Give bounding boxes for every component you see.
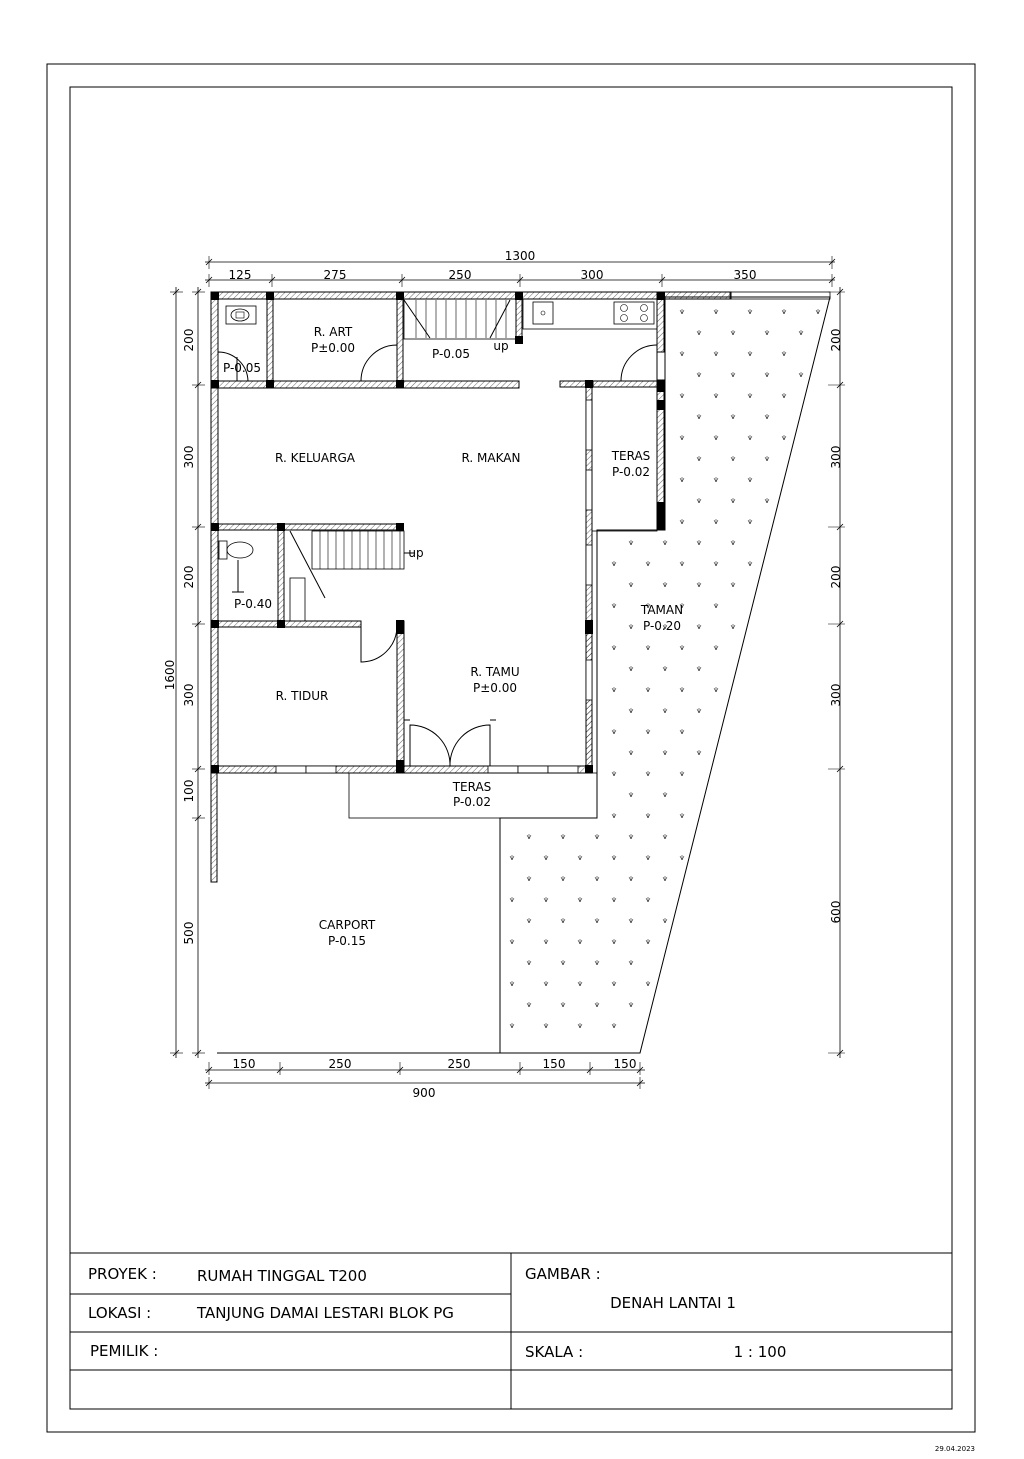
title-block-text [88,1265,786,1361]
label-keluarga: R. KELUARGA [275,451,355,465]
dim-right-3: 300 [829,683,843,707]
drawing-date: 29.04.2023 [934,1445,975,1453]
label-carport: CARPORT [318,918,376,932]
dim-left-1: 300 [182,445,196,469]
dim-right-1: 300 [829,445,843,469]
label-stair1-level: P-0.05 [431,347,471,361]
proyek-label: PROYEK : [88,1265,157,1283]
dim-left-total: 1600 [163,659,177,691]
dim-right-4: 600 [829,900,843,924]
skala-label: SKALA : [525,1343,584,1361]
label-up2: up [408,546,424,560]
lokasi-label: LOKASI : [88,1304,152,1322]
gambar-label: GAMBAR : [525,1265,601,1283]
label-tamu-level: P±0.00 [472,681,518,695]
label-taman: TAMAN [640,603,684,617]
dim-left-3: 300 [182,683,196,707]
dim-bottom-0: 150 [232,1057,256,1071]
dim-top-4: 350 [733,268,757,282]
dim-right-2: 200 [829,565,843,589]
label-wc1-level: P-0.05 [222,361,262,375]
label-up1: up [493,339,509,353]
dim-bottom-2: 250 [447,1057,471,1071]
garden-area [500,297,830,1053]
dim-top-2: 250 [448,268,472,282]
label-teras-front: TERAS [452,780,492,794]
windows [276,292,830,773]
label-r-art-level: P±0.00 [310,341,356,355]
dim-bottom-total: 900 [412,1086,436,1100]
label-teras-front-level: P-0.02 [452,795,492,809]
toilet-lower-icon [219,541,253,592]
dim-left-4: 100 [182,779,196,803]
proyek-value: RUMAH TINGGAL T200 [197,1267,367,1285]
dim-right-0: 200 [829,328,843,352]
label-wc2-level: P-0.40 [233,597,273,611]
dim-bottom-1: 250 [328,1057,352,1071]
toilet-upper-icon [226,306,256,324]
lokasi-value: TANJUNG DAMAI LESTARI BLOK PG [197,1304,454,1322]
dim-top-total: 1300 [504,249,536,263]
dim-top-0: 125 [228,268,252,282]
stair-lower [290,531,415,621]
dim-left-5: 500 [182,921,196,945]
outer-border [47,64,975,1432]
stair-upper [404,299,516,339]
dim-bottom-3: 150 [542,1057,566,1071]
room-labels [223,325,683,948]
inner-border [70,87,952,1409]
dim-bottom-4: 150 [613,1057,637,1071]
label-teras-side: TERAS [611,449,651,463]
label-taman-level: P-0.20 [642,619,682,633]
label-tidur: R. TIDUR [275,689,329,703]
dim-top-1: 275 [323,268,347,282]
dim-left-2: 200 [182,565,196,589]
kitchen-counter [523,299,657,329]
gambar-value: DENAH LANTAI 1 [610,1294,736,1312]
label-tamu: R. TAMU [470,665,520,679]
label-makan: R. MAKAN [461,451,521,465]
pemilik-label: PEMILIK : [90,1342,159,1360]
dim-left-0: 200 [182,328,196,352]
label-r-art: R. ART [313,325,353,339]
label-teras-side-level: P-0.02 [611,465,651,479]
skala-value: 1 : 100 [733,1343,787,1361]
label-carport-level: P-0.15 [327,934,367,948]
dim-top-3: 300 [580,268,604,282]
